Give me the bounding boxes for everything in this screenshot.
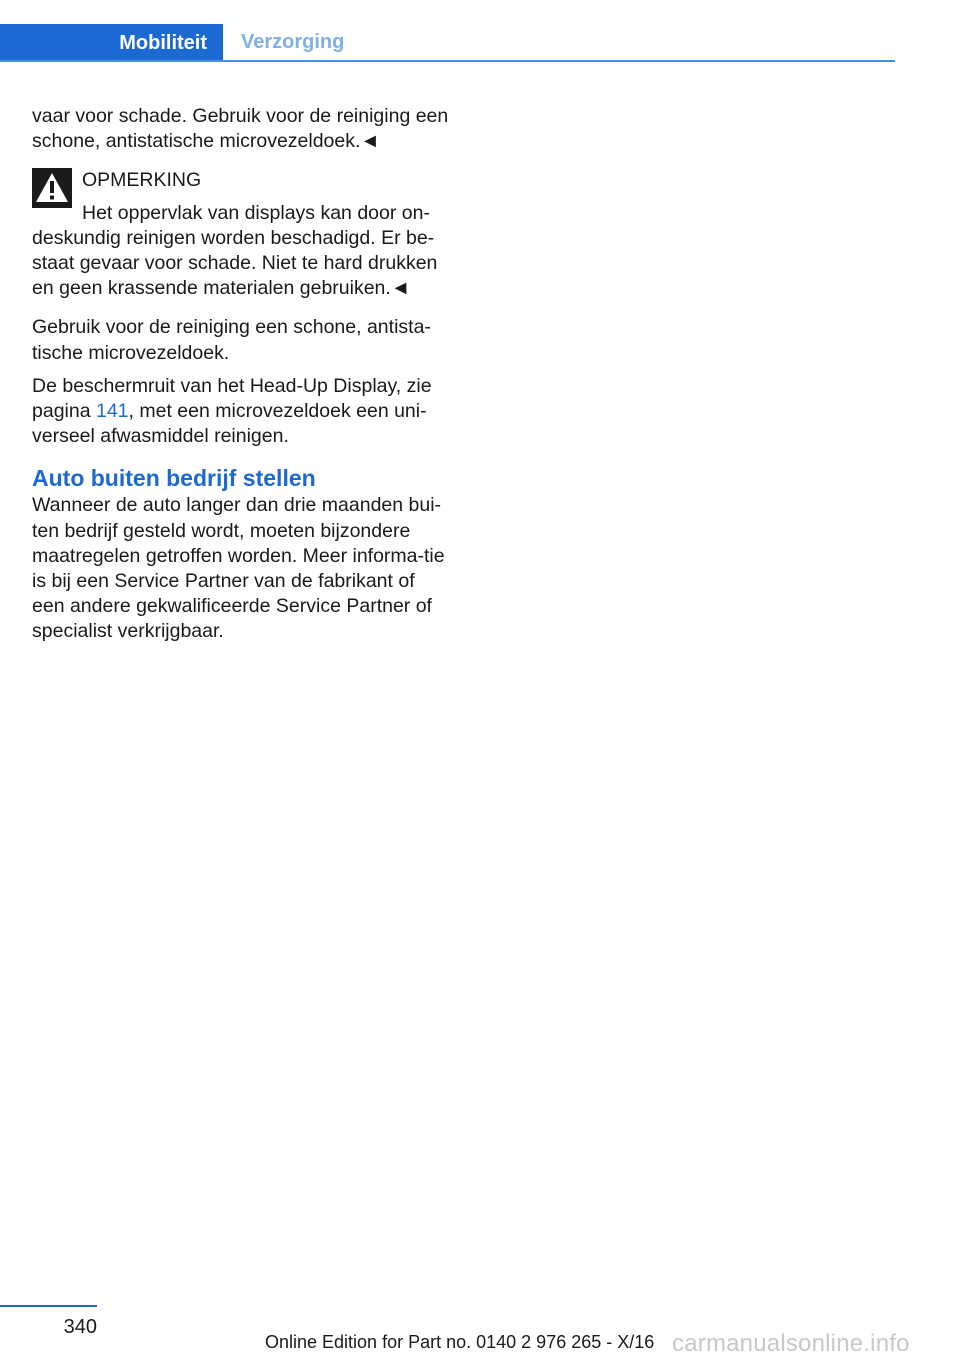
section-heading: Auto buiten bedrijf stellen <box>32 465 316 492</box>
watermark: carmanualsonline.info <box>672 1330 910 1357</box>
paragraph-1: vaar voor schade. Gebruik voor de reiniging een schone, antistatische microvezeldoek.◄ <box>32 105 449 153</box>
paragraph-4: Wanneer de auto langer dan drie maanden bui‐ten bedrijf gesteld wordt, moeten bijzondere maatregelen getroffen worden. Meer informa‐tie is bij een Service Partner van de fabrikant of een andere gekwalificeerde Service Partner of specialist verkrijgbaar. <box>32 494 445 643</box>
paragraph-2: Gebruik voor de reiniging een schone, antista‐tische microvezeldoek. <box>32 316 431 364</box>
page-header <box>0 24 895 62</box>
paragraph-3-after: , met een microvezeldoek een uni‐verseel afwasmiddel reinigen. <box>32 400 427 448</box>
tab-mobiliteit[interactable] <box>0 24 223 62</box>
warning-triangle-icon <box>32 168 72 208</box>
tab-mobiliteit-label: Mobiliteit <box>119 31 207 54</box>
edition-text: Online Edition for Part no. 0140 2 976 265 - X/16 <box>265 1332 655 1352</box>
warning-block <box>32 168 450 301</box>
header-divider <box>0 60 895 62</box>
page-link-141[interactable]: 141 <box>95 400 129 423</box>
tab-verzorging[interactable] <box>241 24 344 60</box>
page-number: 340 <box>63 1316 97 1338</box>
page-content <box>32 104 450 645</box>
footer-divider <box>0 1305 97 1307</box>
paragraph-3 <box>32 374 450 450</box>
warning-title: OPMERKING <box>82 169 202 192</box>
paragraph-3-before: De beschermruit van het Head-Up Display, zie pagina <box>32 374 432 423</box>
warning-text-first-line: Het oppervlak van displays kan door on‐ <box>82 201 430 224</box>
tab-verzorging-label: Verzorging <box>241 30 345 53</box>
warning-text: deskundig reinigen worden beschadigd. Er be‐staat gevaar voor schade. Niet te hard drukken en geen krassende materialen gebruiken.◄ <box>32 226 438 300</box>
